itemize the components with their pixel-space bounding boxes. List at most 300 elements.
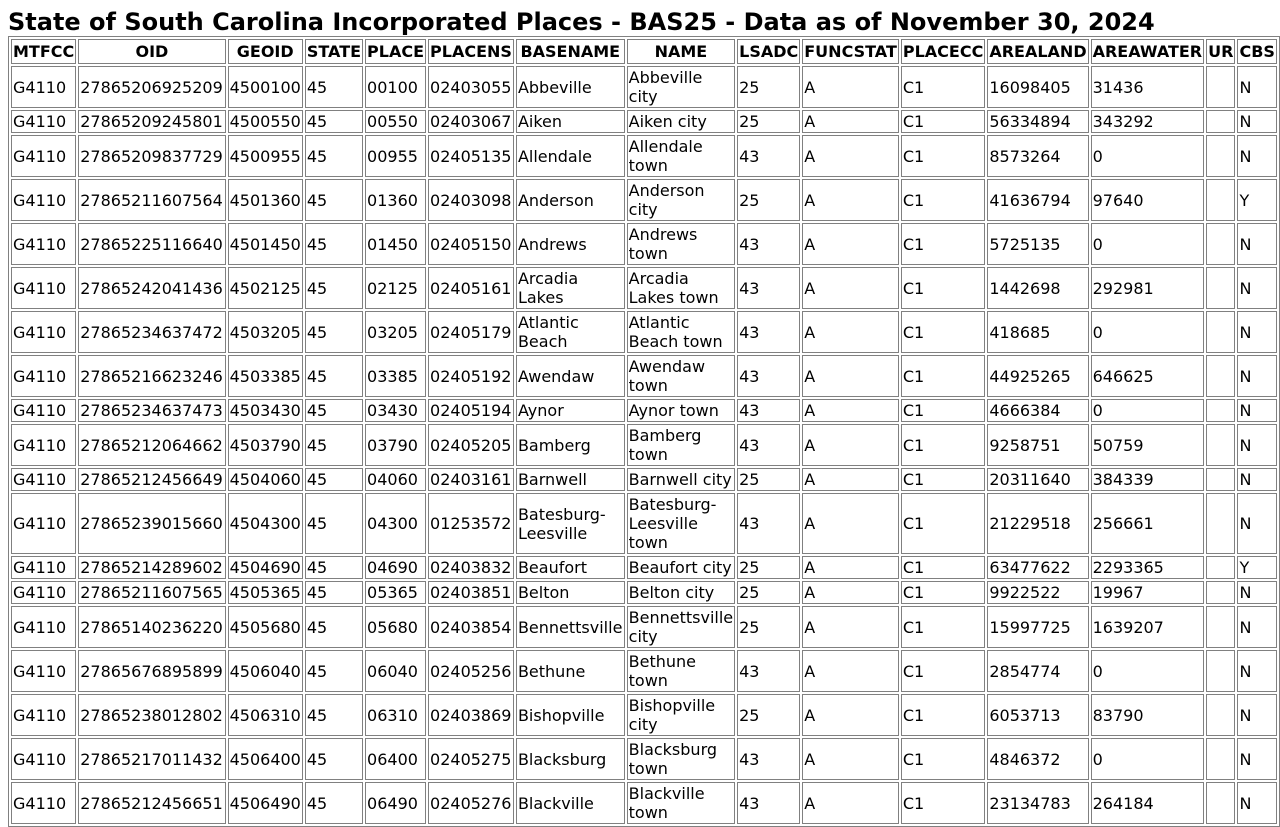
cell-ur bbox=[1206, 135, 1235, 177]
cell-geoid: 4505680 bbox=[228, 606, 303, 648]
col-header-areawater: AREAWATER bbox=[1091, 39, 1205, 64]
cell-name: Anderson city bbox=[627, 179, 735, 221]
cell-arealand: 1442698 bbox=[987, 267, 1088, 309]
cell-arealand: 15997725 bbox=[987, 606, 1088, 648]
cell-cbs: N bbox=[1237, 223, 1277, 265]
cell-ur bbox=[1206, 110, 1235, 133]
cell-placecc: C1 bbox=[901, 223, 985, 265]
table-row bbox=[11, 355, 1277, 397]
cell-geoid: 4506310 bbox=[228, 694, 303, 736]
cell-cbs: N bbox=[1237, 468, 1277, 491]
cell-placens: 02405135 bbox=[428, 135, 514, 177]
cell-geoid: 4506040 bbox=[228, 650, 303, 692]
cell-funcstat: A bbox=[802, 468, 899, 491]
table-row bbox=[11, 468, 1277, 491]
cell-areawater: 1639207 bbox=[1091, 606, 1205, 648]
cell-arealand: 9258751 bbox=[987, 424, 1088, 466]
cell-place: 04060 bbox=[365, 468, 426, 491]
cell-lsadc: 25 bbox=[737, 179, 800, 221]
cell-funcstat: A bbox=[802, 650, 899, 692]
cell-basename: Blacksburg bbox=[516, 738, 625, 780]
cell-areawater: 646625 bbox=[1091, 355, 1205, 397]
cell-placens: 02403067 bbox=[428, 110, 514, 133]
cell-mtfcc: G4110 bbox=[11, 223, 76, 265]
cell-arealand: 21229518 bbox=[987, 493, 1088, 554]
cell-place: 00100 bbox=[365, 66, 426, 108]
cell-state: 45 bbox=[305, 694, 363, 736]
cell-state: 45 bbox=[305, 267, 363, 309]
cell-placecc: C1 bbox=[901, 738, 985, 780]
cell-lsadc: 43 bbox=[737, 223, 800, 265]
cell-arealand: 44925265 bbox=[987, 355, 1088, 397]
cell-place: 06490 bbox=[365, 782, 426, 824]
table-row bbox=[11, 311, 1277, 353]
cell-areawater: 97640 bbox=[1091, 179, 1205, 221]
cell-cbs: N bbox=[1237, 650, 1277, 692]
cell-mtfcc: G4110 bbox=[11, 311, 76, 353]
table-row bbox=[11, 223, 1277, 265]
cell-oid: 27865234637473 bbox=[78, 399, 225, 422]
cell-name: Blackville town bbox=[627, 782, 735, 824]
cell-placens: 02405179 bbox=[428, 311, 514, 353]
cell-mtfcc: G4110 bbox=[11, 110, 76, 133]
cell-areawater: 0 bbox=[1091, 311, 1205, 353]
table-row bbox=[11, 606, 1277, 648]
cell-state: 45 bbox=[305, 606, 363, 648]
cell-ur bbox=[1206, 650, 1235, 692]
cell-areawater: 19967 bbox=[1091, 581, 1205, 604]
cell-geoid: 4500955 bbox=[228, 135, 303, 177]
table-row bbox=[11, 556, 1277, 579]
cell-place: 05365 bbox=[365, 581, 426, 604]
cell-mtfcc: G4110 bbox=[11, 606, 76, 648]
cell-geoid: 4504060 bbox=[229, 470, 301, 489]
cell-mtfcc: G4110 bbox=[11, 66, 76, 108]
cell-areawater: 83790 bbox=[1091, 694, 1205, 736]
cell-ur bbox=[1206, 738, 1235, 780]
col-header-placecc: PLACECC bbox=[901, 39, 985, 64]
cell-geoid: 4504690 bbox=[229, 558, 301, 577]
col-header-ur: UR bbox=[1206, 39, 1235, 64]
cell-state: 45 bbox=[305, 179, 363, 221]
cell-areawater: 0 bbox=[1091, 650, 1205, 692]
cell-geoid: 4503790 bbox=[228, 424, 303, 466]
cell-oid: 27865239015660 bbox=[78, 493, 225, 554]
cell-ur bbox=[1206, 311, 1235, 353]
cell-placens: 02403832 bbox=[428, 556, 514, 579]
cell-name: Belton city bbox=[627, 581, 735, 604]
cell-basename: Batesburg-Leesville bbox=[516, 493, 625, 554]
cell-cbs: N bbox=[1237, 738, 1277, 780]
cell-placecc: C1 bbox=[901, 650, 985, 692]
cell-lsadc: 25 bbox=[737, 606, 800, 648]
cell-mtfcc: G4110 bbox=[11, 267, 76, 309]
cell-mtfcc: G4110 bbox=[11, 493, 76, 554]
cell-placens: 02403869 bbox=[428, 694, 514, 736]
cell-funcstat: A bbox=[802, 311, 899, 353]
cell-cbs: N bbox=[1237, 493, 1277, 554]
cell-lsadc: 43 bbox=[737, 424, 800, 466]
cell-basename: Atlantic Beach bbox=[516, 311, 625, 353]
cell-mtfcc: G4110 bbox=[11, 468, 76, 491]
cell-basename: Allendale bbox=[516, 135, 625, 177]
cell-oid: 27865140236220 bbox=[78, 606, 225, 648]
cell-state: 45 bbox=[305, 556, 363, 579]
cell-place: 01450 bbox=[365, 223, 426, 265]
cell-basename: Awendaw bbox=[516, 355, 625, 397]
cell-name: Arcadia Lakes town bbox=[627, 267, 735, 309]
col-header-funcstat: FUNCSTAT bbox=[802, 39, 899, 64]
cell-placecc: C1 bbox=[901, 782, 985, 824]
table-row bbox=[11, 135, 1277, 177]
cell-geoid: 4505365 bbox=[229, 583, 301, 602]
cell-basename: Anderson bbox=[516, 179, 625, 221]
cell-arealand: 9922522 bbox=[987, 581, 1088, 604]
cell-basename: Bennettsville bbox=[516, 606, 625, 648]
col-header-basename: BASENAME bbox=[516, 39, 625, 64]
cell-oid: 27865676895899 bbox=[78, 650, 225, 692]
cell-oid: 27865217011432 bbox=[78, 738, 225, 780]
cell-geoid: 4504300 bbox=[228, 493, 303, 554]
cell-name: Bennettsville city bbox=[628, 608, 734, 646]
cell-mtfcc: G4110 bbox=[11, 424, 76, 466]
cell-name: Blacksburg town bbox=[627, 738, 735, 780]
cell-name: Aynor town bbox=[627, 399, 735, 422]
cell-state: 45 bbox=[305, 468, 363, 491]
table-row bbox=[11, 694, 1277, 736]
cell-placecc: C1 bbox=[901, 66, 985, 108]
page-title: State of South Carolina Incorporated Places - BAS25 - Data as of November 30, 2024 bbox=[8, 8, 1155, 36]
cell-state: 45 bbox=[305, 311, 363, 353]
cell-state: 45 bbox=[305, 424, 363, 466]
cell-cbs: N bbox=[1237, 581, 1277, 604]
cell-placens: 02403055 bbox=[428, 66, 514, 108]
cell-placens: 02405192 bbox=[428, 355, 514, 397]
cell-basename: Beaufort bbox=[516, 556, 625, 579]
cell-arealand: 6053713 bbox=[987, 694, 1088, 736]
table-row bbox=[11, 782, 1277, 824]
cell-basename: Aynor bbox=[516, 399, 625, 422]
cell-place: 06400 bbox=[365, 738, 426, 780]
cell-geoid: 4506400 bbox=[228, 738, 303, 780]
col-header-placens: PLACENS bbox=[428, 39, 514, 64]
cell-cbs: N bbox=[1237, 424, 1277, 466]
cell-place: 02125 bbox=[365, 267, 426, 309]
cell-placecc: C1 bbox=[901, 179, 985, 221]
cell-placecc: C1 bbox=[901, 581, 985, 604]
cell-ur bbox=[1206, 399, 1235, 422]
cell-oid: 27865211607565 bbox=[78, 581, 225, 604]
cell-state: 45 bbox=[305, 650, 363, 692]
cell-geoid: 4502125 bbox=[228, 267, 303, 309]
cell-arealand: 8573264 bbox=[987, 135, 1088, 177]
cell-ur bbox=[1206, 581, 1235, 604]
cell-cbs: N bbox=[1237, 399, 1277, 422]
table-row bbox=[11, 424, 1277, 466]
cell-arealand: 2854774 bbox=[987, 650, 1088, 692]
table-row bbox=[11, 110, 1277, 133]
cell-name: Atlantic Beach town bbox=[627, 311, 735, 353]
cell-placens: 02403851 bbox=[428, 581, 514, 604]
cell-placens: 02403098 bbox=[428, 179, 514, 221]
cell-placecc: C1 bbox=[901, 694, 985, 736]
cell-basename: Abbeville bbox=[516, 66, 625, 108]
table-row bbox=[11, 581, 1277, 604]
cell-place: 06310 bbox=[365, 694, 426, 736]
cell-name: Bethune town bbox=[627, 650, 735, 692]
cell-placens: 02405194 bbox=[428, 399, 514, 422]
cell-state: 45 bbox=[305, 581, 363, 604]
cell-place: 03790 bbox=[365, 424, 426, 466]
cell-ur bbox=[1206, 556, 1235, 579]
cell-placecc: C1 bbox=[901, 606, 985, 648]
cell-arealand: 20311640 bbox=[987, 468, 1088, 491]
cell-areawater: 384339 bbox=[1091, 468, 1205, 491]
cell-arealand: 418685 bbox=[987, 311, 1088, 353]
cell-areawater: 31436 bbox=[1091, 66, 1205, 108]
cell-oid: 27865212456651 bbox=[78, 782, 225, 824]
cell-oid: 27865211607564 bbox=[78, 179, 225, 221]
cell-cbs: Y bbox=[1237, 179, 1277, 221]
cell-areawater: 0 bbox=[1091, 135, 1205, 177]
cell-lsadc: 25 bbox=[737, 556, 800, 579]
cell-lsadc: 43 bbox=[737, 311, 800, 353]
cell-lsadc: 25 bbox=[737, 66, 800, 108]
cell-mtfcc: G4110 bbox=[11, 556, 76, 579]
cell-cbs: N bbox=[1237, 694, 1277, 736]
cell-placecc: C1 bbox=[901, 468, 985, 491]
cell-cbs: N bbox=[1237, 66, 1277, 108]
cell-funcstat: A bbox=[802, 110, 899, 133]
cell-areawater: 0 bbox=[1091, 738, 1205, 780]
cell-cbs: Y bbox=[1237, 556, 1277, 579]
cell-funcstat: A bbox=[802, 424, 899, 466]
cell-state: 45 bbox=[305, 399, 363, 422]
col-header-mtfcc: MTFCC bbox=[11, 39, 76, 64]
cell-cbs: N bbox=[1237, 311, 1277, 353]
cell-placens: 02405205 bbox=[428, 424, 514, 466]
cell-place: 00550 bbox=[365, 110, 426, 133]
cell-basename: Aiken bbox=[516, 110, 625, 133]
table-row bbox=[11, 267, 1277, 309]
cell-lsadc: 43 bbox=[737, 493, 800, 554]
cell-geoid: 4503205 bbox=[228, 311, 303, 353]
cell-ur bbox=[1206, 179, 1235, 221]
cell-cbs: N bbox=[1237, 267, 1277, 309]
cell-basename: Bishopville bbox=[516, 694, 625, 736]
table-row bbox=[11, 738, 1277, 780]
cell-state: 45 bbox=[305, 66, 363, 108]
cell-place: 04300 bbox=[365, 493, 426, 554]
cell-name: Aiken city bbox=[627, 110, 735, 133]
cell-basename: Bethune bbox=[516, 650, 625, 692]
cell-oid: 27865212456649 bbox=[78, 468, 225, 491]
col-header-place: PLACE bbox=[365, 39, 426, 64]
cell-place: 05680 bbox=[365, 606, 426, 648]
cell-mtfcc: G4110 bbox=[11, 355, 76, 397]
cell-name: Allendale town bbox=[627, 135, 735, 177]
cell-name: Abbeville city bbox=[627, 66, 735, 108]
cell-funcstat: A bbox=[802, 399, 899, 422]
cell-lsadc: 43 bbox=[737, 135, 800, 177]
cell-placens: 02405150 bbox=[428, 223, 514, 265]
cell-funcstat: A bbox=[802, 581, 899, 604]
col-header-oid: OID bbox=[78, 39, 225, 64]
cell-areawater: 343292 bbox=[1091, 110, 1205, 133]
cell-funcstat: A bbox=[802, 738, 899, 780]
cell-placecc: C1 bbox=[901, 355, 985, 397]
cell-name: Barnwell city bbox=[627, 468, 735, 491]
cell-arealand: 5725135 bbox=[987, 223, 1088, 265]
table-row bbox=[11, 493, 1277, 554]
cell-basename: Bamberg bbox=[516, 424, 625, 466]
cell-place: 06040 bbox=[365, 650, 426, 692]
cell-cbs: N bbox=[1237, 110, 1277, 133]
cell-geoid: 4500100 bbox=[228, 66, 303, 108]
cell-placecc: C1 bbox=[901, 399, 985, 422]
cell-placecc: C1 bbox=[901, 135, 985, 177]
col-header-name: NAME bbox=[627, 39, 735, 64]
cell-lsadc: 25 bbox=[737, 468, 800, 491]
cell-oid: 27865209837729 bbox=[78, 135, 225, 177]
cell-cbs: N bbox=[1237, 606, 1277, 648]
cell-arealand: 23134783 bbox=[987, 782, 1088, 824]
cell-mtfcc: G4110 bbox=[11, 694, 76, 736]
cell-funcstat: A bbox=[802, 135, 899, 177]
cell-oid: 27865214289602 bbox=[78, 556, 225, 579]
cell-placens: 02403161 bbox=[428, 468, 514, 491]
cell-ur bbox=[1206, 782, 1235, 824]
cell-cbs: N bbox=[1237, 782, 1277, 824]
cell-oid: 27865242041436 bbox=[78, 267, 225, 309]
cell-state: 45 bbox=[305, 493, 363, 554]
cell-place: 03430 bbox=[365, 399, 426, 422]
cell-mtfcc: G4110 bbox=[11, 738, 76, 780]
cell-oid: 27865216623246 bbox=[78, 355, 225, 397]
cell-funcstat: A bbox=[802, 355, 899, 397]
cell-lsadc: 43 bbox=[737, 650, 800, 692]
cell-placecc: C1 bbox=[901, 311, 985, 353]
col-header-cbs: CBS bbox=[1237, 39, 1277, 64]
cell-mtfcc: G4110 bbox=[11, 399, 76, 422]
cell-state: 45 bbox=[305, 135, 363, 177]
cell-areawater: 2293365 bbox=[1091, 556, 1205, 579]
cell-placecc: C1 bbox=[901, 424, 985, 466]
cell-oid: 27865206925209 bbox=[78, 66, 225, 108]
cell-oid: 27865209245801 bbox=[78, 110, 225, 133]
cell-oid: 27865238012802 bbox=[78, 694, 225, 736]
cell-cbs: N bbox=[1237, 355, 1277, 397]
cell-funcstat: A bbox=[802, 556, 899, 579]
cell-oid: 27865225116640 bbox=[78, 223, 225, 265]
cell-funcstat: A bbox=[802, 223, 899, 265]
cell-oid: 27865212064662 bbox=[78, 424, 225, 466]
cell-arealand: 4846372 bbox=[987, 738, 1088, 780]
cell-ur bbox=[1206, 267, 1235, 309]
cell-basename: Arcadia Lakes bbox=[516, 267, 625, 309]
cell-ur bbox=[1206, 493, 1235, 554]
cell-basename: Belton bbox=[516, 581, 625, 604]
cell-areawater: 50759 bbox=[1091, 424, 1205, 466]
cell-areawater: 256661 bbox=[1091, 493, 1205, 554]
cell-placens: 02405276 bbox=[428, 782, 514, 824]
cell-lsadc: 43 bbox=[737, 738, 800, 780]
cell-ur bbox=[1206, 606, 1235, 648]
cell-basename: Andrews bbox=[516, 223, 625, 265]
cell-funcstat: A bbox=[802, 782, 899, 824]
cell-arealand: 56334894 bbox=[987, 110, 1088, 133]
header-row bbox=[11, 39, 1277, 64]
cell-arealand: 4666384 bbox=[987, 399, 1088, 422]
cell-state: 45 bbox=[305, 355, 363, 397]
cell-basename: Barnwell bbox=[516, 468, 625, 491]
cell-place: 00955 bbox=[365, 135, 426, 177]
cell-arealand: 41636794 bbox=[987, 179, 1088, 221]
cell-placens: 02405161 bbox=[428, 267, 514, 309]
cell-mtfcc: G4110 bbox=[11, 782, 76, 824]
col-header-geoid: GEOID bbox=[228, 39, 303, 64]
cell-placens: 02403854 bbox=[428, 606, 514, 648]
cell-name: Beaufort city bbox=[627, 556, 735, 579]
cell-placens: 01253572 bbox=[428, 493, 514, 554]
cell-funcstat: A bbox=[802, 66, 899, 108]
cell-ur bbox=[1206, 223, 1235, 265]
cell-areawater: 0 bbox=[1091, 223, 1205, 265]
cell-ur bbox=[1206, 468, 1235, 491]
cell-areawater: 0 bbox=[1091, 399, 1205, 422]
cell-funcstat: A bbox=[802, 179, 899, 221]
places-table bbox=[8, 36, 1280, 827]
cell-mtfcc: G4110 bbox=[11, 135, 76, 177]
cell-state: 45 bbox=[305, 738, 363, 780]
cell-state: 45 bbox=[305, 223, 363, 265]
cell-placens: 02405275 bbox=[428, 738, 514, 780]
cell-name: Batesburg-Leesville town bbox=[627, 493, 735, 554]
cell-lsadc: 25 bbox=[737, 581, 800, 604]
cell-ur bbox=[1206, 424, 1235, 466]
cell-placecc: C1 bbox=[901, 110, 985, 133]
cell-lsadc: 25 bbox=[737, 110, 800, 133]
table-row bbox=[11, 66, 1277, 108]
cell-mtfcc: G4110 bbox=[11, 650, 76, 692]
cell-lsadc: 43 bbox=[737, 399, 800, 422]
cell-geoid: 4503385 bbox=[228, 355, 303, 397]
table-row bbox=[11, 399, 1277, 422]
cell-place: 04690 bbox=[365, 556, 426, 579]
cell-mtfcc: G4110 bbox=[11, 581, 76, 604]
cell-geoid: 4501360 bbox=[228, 179, 303, 221]
cell-placecc: C1 bbox=[901, 267, 985, 309]
cell-name: Awendaw town bbox=[627, 355, 735, 397]
table-body bbox=[11, 66, 1277, 824]
cell-name: Bamberg town bbox=[627, 424, 735, 466]
cell-geoid: 4503430 bbox=[229, 401, 301, 420]
cell-areawater: 264184 bbox=[1091, 782, 1205, 824]
cell-placecc: C1 bbox=[901, 556, 985, 579]
cell-areawater: 292981 bbox=[1091, 267, 1205, 309]
col-header-lsadc: LSADC bbox=[737, 39, 800, 64]
cell-ur bbox=[1206, 66, 1235, 108]
cell-placecc: C1 bbox=[901, 493, 985, 554]
cell-name: Andrews town bbox=[627, 223, 735, 265]
cell-state: 45 bbox=[305, 782, 363, 824]
cell-geoid: 4506490 bbox=[228, 782, 303, 824]
cell-lsadc: 43 bbox=[737, 782, 800, 824]
cell-arealand: 16098405 bbox=[987, 66, 1088, 108]
cell-lsadc: 25 bbox=[737, 694, 800, 736]
cell-cbs: N bbox=[1237, 135, 1277, 177]
cell-place: 03385 bbox=[365, 355, 426, 397]
